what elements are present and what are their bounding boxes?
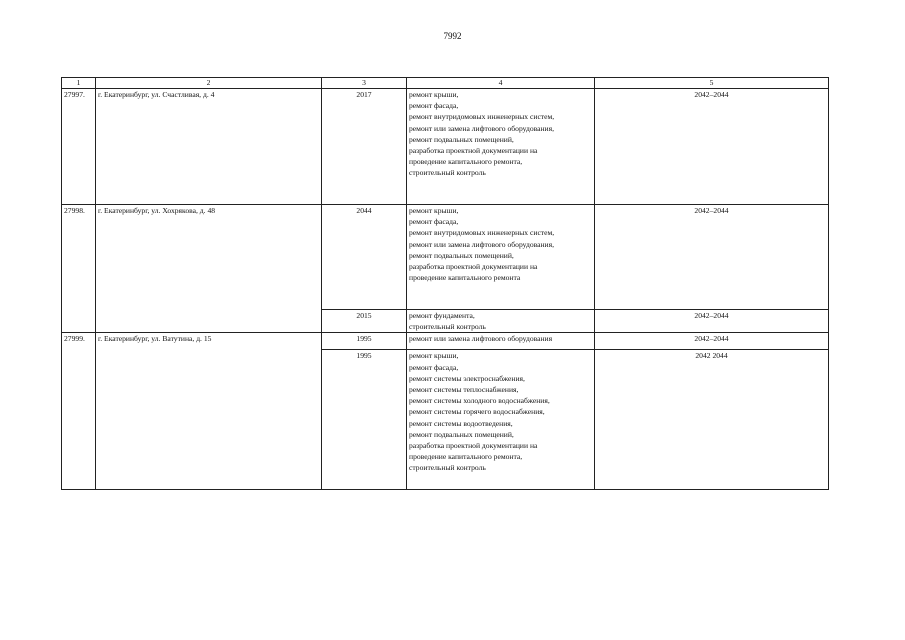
- entry-number: 27997.: [62, 89, 96, 205]
- header-col-2: 2: [96, 78, 322, 89]
- work-item: ремонт подвальных помещений,: [409, 134, 514, 144]
- work-item: ремонт фундамента,: [409, 311, 475, 320]
- page-number: 7992: [443, 31, 462, 41]
- work-item: ремонт фасада,: [409, 217, 459, 227]
- work-item: ремонт крыши,: [409, 351, 459, 361]
- table-row: [62, 89, 829, 205]
- work-item: разработка проектной документации на: [409, 441, 538, 451]
- work-item: разработка проектной документации на: [409, 146, 538, 156]
- work-item: ремонт или замена лифтового оборудования,: [409, 239, 554, 249]
- work-item: ремонт внутридомовых инженерных систем,: [409, 112, 555, 122]
- entry-year: 2044: [322, 205, 407, 310]
- capital-repair-table: [61, 77, 829, 490]
- header-col-3: 3: [322, 78, 407, 89]
- work-item: ремонт внутридомовых инженерных систем,: [409, 228, 555, 238]
- entry-year: 1995: [322, 333, 407, 350]
- work-item: ремонт системы водоотведения,: [409, 418, 513, 428]
- work-item: ремонт фасада,: [409, 362, 459, 372]
- entry-year: 1995: [322, 350, 407, 490]
- work-item: ремонт подвальных помещений,: [409, 250, 514, 260]
- entry-period: 2042–2044: [595, 333, 829, 350]
- entry-works: [407, 333, 595, 350]
- work-item: проведение капитального ремонта,: [409, 157, 523, 167]
- entry-year: 2015: [322, 310, 407, 333]
- work-item: ремонт фасада,: [409, 101, 459, 111]
- entry-address: г. Екатеринбург, ул. Ватутина, д. 15: [96, 333, 322, 490]
- work-item: ремонт системы теплоснабжения,: [409, 385, 519, 395]
- entry-works: [407, 310, 595, 333]
- work-item: разработка проектной документации на: [409, 262, 538, 272]
- entry-works: [407, 350, 595, 490]
- table-row: [62, 205, 829, 310]
- work-item: строительный контроль: [409, 322, 486, 332]
- entry-period: 2042 2044: [595, 350, 829, 490]
- work-item: ремонт или замена лифтового оборудования,: [409, 123, 554, 133]
- entry-works: [407, 205, 595, 310]
- table-row: [62, 333, 829, 350]
- work-item: ремонт системы электроснабжения,: [409, 373, 525, 383]
- work-item: ремонт подвальных помещений,: [409, 429, 514, 439]
- header-col-5: 5: [595, 78, 829, 89]
- work-item: ремонт или замена лифтового оборудования: [409, 334, 553, 344]
- work-item: проведение капитального ремонта,: [409, 452, 523, 462]
- entry-year: 2017: [322, 89, 407, 205]
- work-item: строительный контроль: [409, 168, 486, 178]
- work-item: ремонт крыши,: [409, 206, 459, 215]
- entry-period: 2042–2044: [595, 89, 829, 205]
- header-col-1: 1: [62, 78, 96, 89]
- header-col-4: 4: [407, 78, 595, 89]
- entry-works: [407, 89, 595, 205]
- entry-address: г. Екатеринбург, ул. Счастливая, д. 4: [96, 89, 322, 205]
- entry-number: 27998.: [62, 205, 96, 333]
- entry-number: 27999.: [62, 333, 96, 490]
- entry-address: г. Екатеринбург, ул. Хохрякова, д. 48: [96, 205, 322, 333]
- work-item: строительный контроль: [409, 463, 486, 473]
- work-item: ремонт системы холодного водоснабжения,: [409, 396, 550, 406]
- entry-period: 2042–2044: [595, 310, 829, 333]
- work-item: проведение капитального ремонта: [409, 273, 521, 283]
- work-item: ремонт крыши,: [409, 90, 459, 99]
- work-item: ремонт системы горячего водоснабжения,: [409, 407, 545, 417]
- entry-period: 2042–2044: [595, 205, 829, 310]
- header-row: [62, 78, 829, 89]
